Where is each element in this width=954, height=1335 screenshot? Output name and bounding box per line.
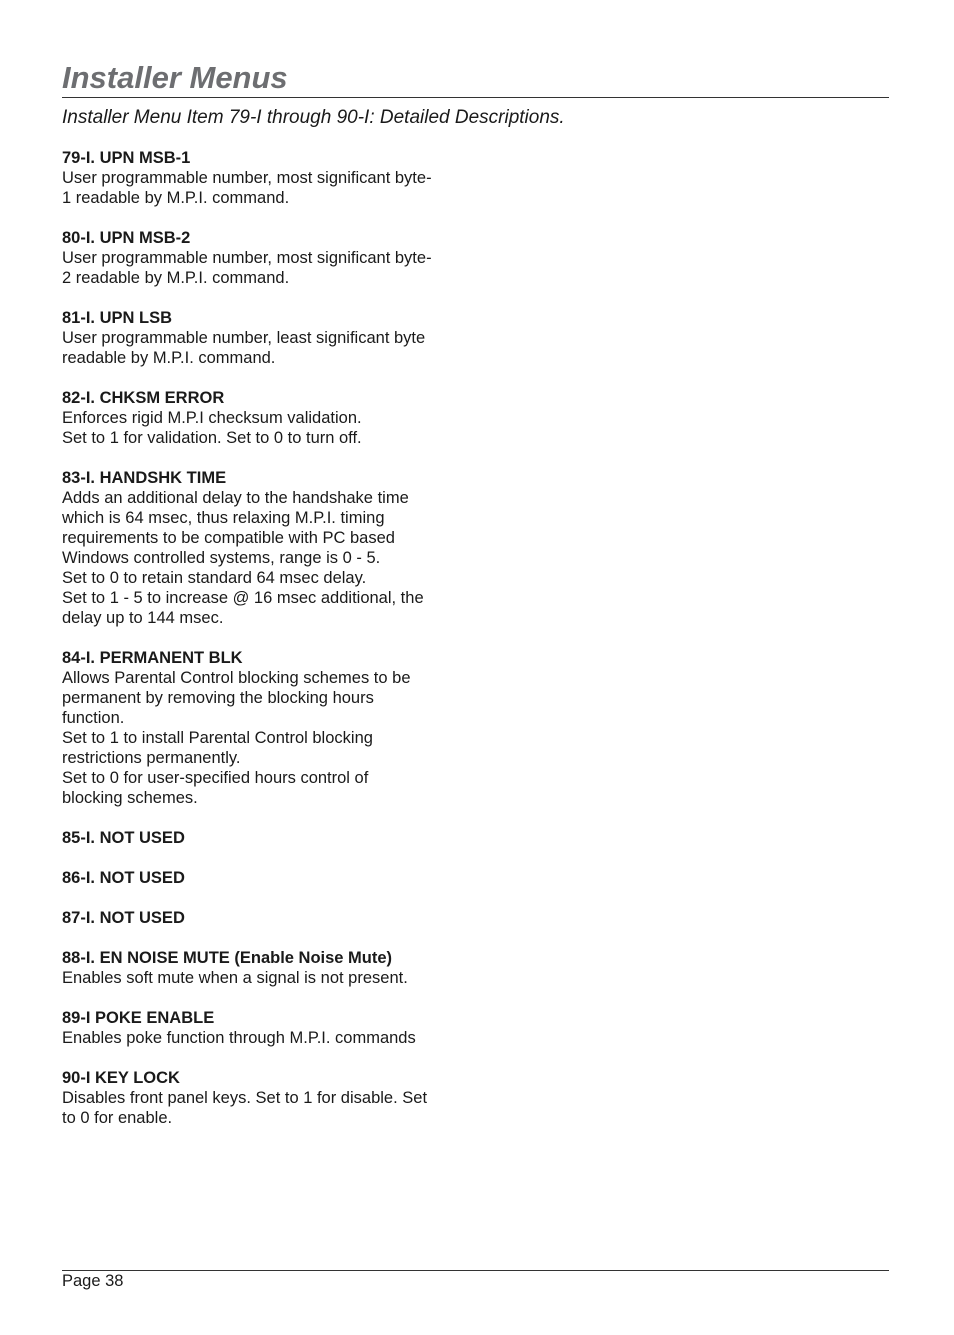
menu-item-description-line: Set to 0 for user-specified hours control of xyxy=(62,769,369,787)
menu-item-description-line: which is 64 msec, thus relaxing M.P.I. timing xyxy=(62,509,385,527)
menu-item-89 xyxy=(62,1008,472,1048)
menu-item-heading: 82-I. CHKSM ERROR xyxy=(62,389,225,407)
menu-item-83 xyxy=(62,468,472,628)
menu-item-list xyxy=(62,148,472,1148)
menu-item-description-line: restrictions permanently. xyxy=(62,749,241,767)
footer-divider xyxy=(62,1270,889,1271)
menu-item-description-line: User programmable number, most significant byte- xyxy=(62,249,432,267)
menu-item-description-line: Adds an additional delay to the handshake time xyxy=(62,489,409,507)
menu-item-description-line: Set to 1 to install Parental Control blocking xyxy=(62,729,373,747)
title-divider xyxy=(62,97,889,98)
menu-item-heading: 79-I. UPN MSB-1 xyxy=(62,149,191,167)
menu-item-description-line: User programmable number, least significant byte xyxy=(62,329,426,347)
menu-item-90 xyxy=(62,1068,472,1128)
menu-item-description-line: function. xyxy=(62,709,125,727)
menu-item-description-line: Windows controlled systems, range is 0 - 5. xyxy=(62,549,381,567)
menu-item-81 xyxy=(62,308,472,368)
menu-item-description-line: blocking schemes. xyxy=(62,789,198,807)
menu-item-heading: 84-I. PERMANENT BLK xyxy=(62,649,243,667)
menu-item-85 xyxy=(62,828,472,848)
menu-item-82 xyxy=(62,388,472,448)
menu-item-84 xyxy=(62,648,472,808)
menu-item-description-line: requirements to be compatible with PC based xyxy=(62,529,395,547)
page-title: Installer Menus xyxy=(62,60,288,95)
menu-item-88 xyxy=(62,948,472,988)
menu-item-description-line: to 0 for enable. xyxy=(62,1109,173,1127)
menu-item-heading: 81-I. UPN LSB xyxy=(62,309,173,327)
menu-item-description-line: Set to 1 for validation. Set to 0 to turn off. xyxy=(62,429,362,447)
menu-item-description-line: Enforces rigid M.P.I checksum validation. xyxy=(62,409,362,427)
menu-item-description-line: delay up to 144 msec. xyxy=(62,609,224,627)
menu-item-87 xyxy=(62,908,472,928)
menu-item-heading: 86-I. NOT USED xyxy=(62,869,185,887)
menu-item-heading: 80-I. UPN MSB-2 xyxy=(62,229,191,247)
menu-item-description-line: Set to 0 to retain standard 64 msec delay. xyxy=(62,569,367,587)
menu-item-80 xyxy=(62,228,472,288)
menu-item-86 xyxy=(62,868,472,888)
menu-item-description-line: Set to 1 - 5 to increase @ 16 msec additional, the xyxy=(62,589,424,607)
menu-item-heading: 83-I. HANDSHK TIME xyxy=(62,469,227,487)
menu-item-description-line: Enables soft mute when a signal is not present. xyxy=(62,969,408,987)
menu-item-description-line: 2 readable by M.P.I. command. xyxy=(62,269,290,287)
page-subtitle: Installer Menu Item 79-I through 90-I: Detailed Descriptions. xyxy=(62,107,565,128)
menu-item-heading: 90-I KEY LOCK xyxy=(62,1069,180,1087)
menu-item-description-line: permanent by removing the blocking hours xyxy=(62,689,374,707)
menu-item-description-line: Disables front panel keys. Set to 1 for disable. Set xyxy=(62,1089,428,1107)
menu-item-heading: 89-I POKE ENABLE xyxy=(62,1009,215,1027)
menu-item-heading: 88-I. EN NOISE MUTE (Enable Noise Mute) xyxy=(62,949,393,967)
menu-item-heading: 85-I. NOT USED xyxy=(62,829,185,847)
menu-item-description-line: 1 readable by M.P.I. command. xyxy=(62,189,290,207)
menu-item-description-line: User programmable number, most significant byte- xyxy=(62,169,432,187)
page-number: Page 38 xyxy=(62,1272,124,1290)
menu-item-description-line: Allows Parental Control blocking schemes to be xyxy=(62,669,411,687)
menu-item-description-line: readable by M.P.I. command. xyxy=(62,349,276,367)
menu-item-79 xyxy=(62,148,472,208)
menu-item-description-line: Enables poke function through M.P.I. commands xyxy=(62,1029,416,1047)
menu-item-heading: 87-I. NOT USED xyxy=(62,909,185,927)
